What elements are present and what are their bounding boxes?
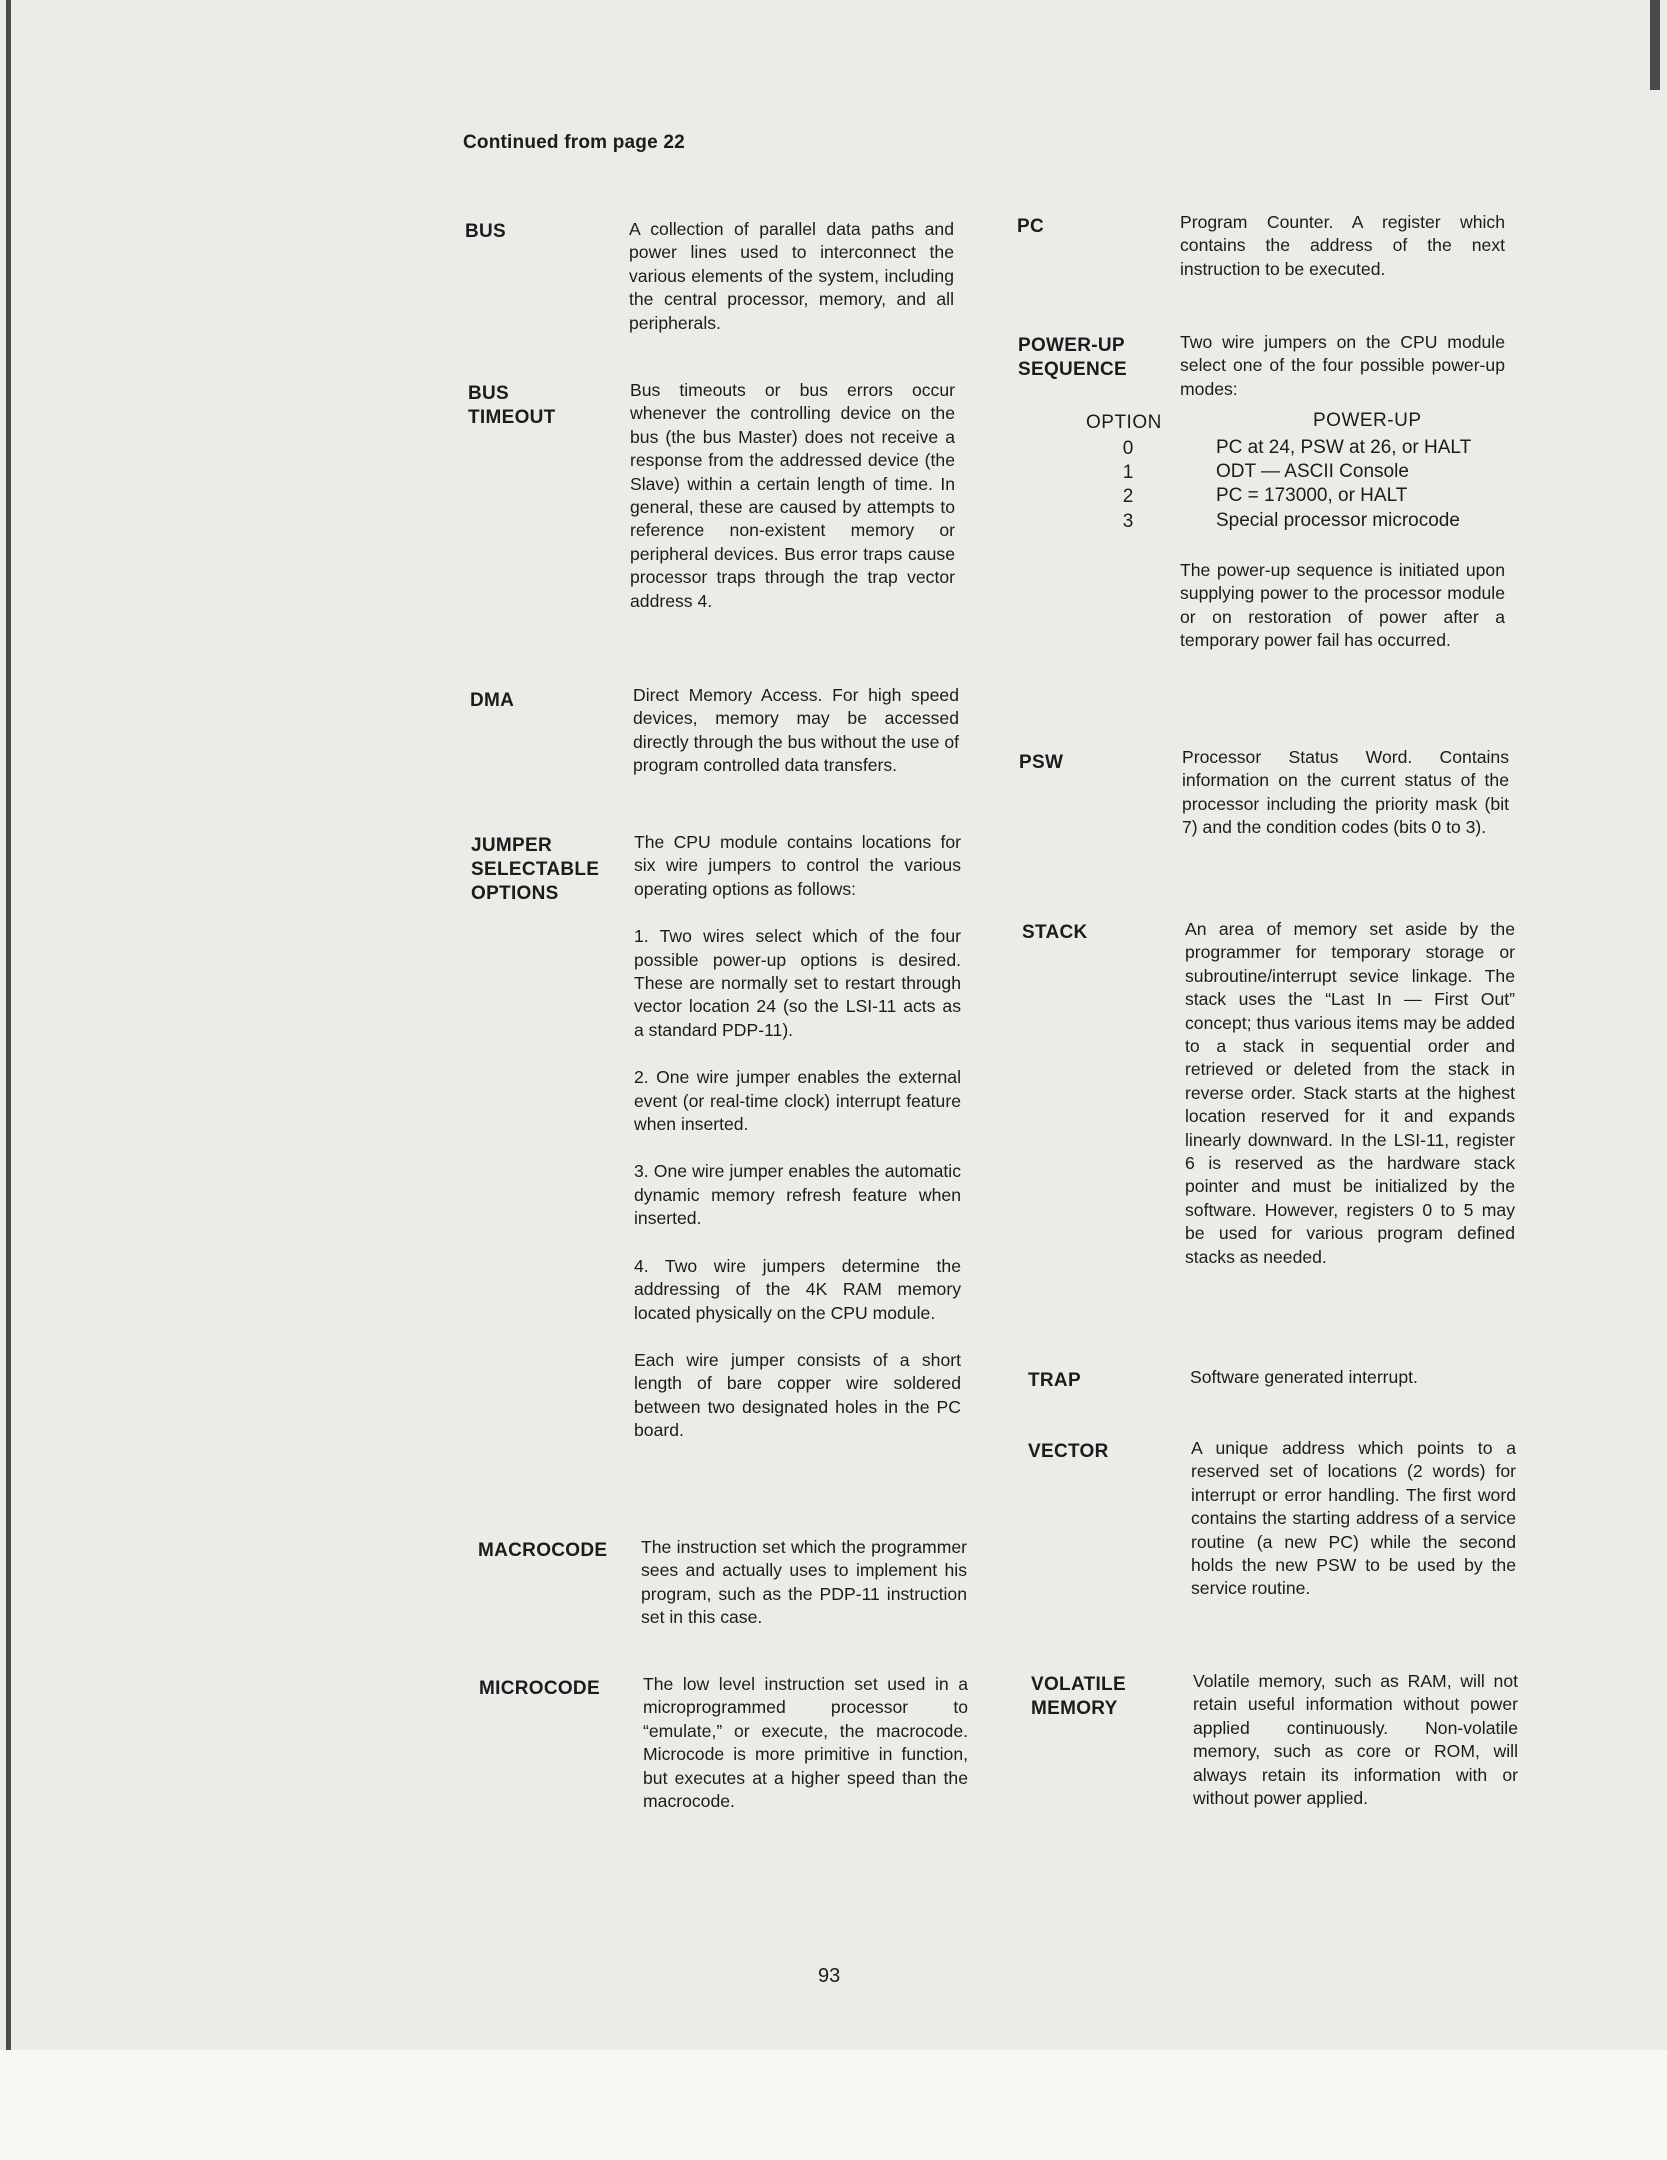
term-jumper-selectable-options: JUMPER SELECTABLE OPTIONS [471, 835, 600, 904]
definition-paragraph: The CPU module contains locations for six wire jumpers to control the various operating options as follows: [634, 832, 961, 899]
power-up-option-number: 3 [1122, 511, 1134, 532]
term-pc: PC [1017, 216, 1044, 237]
power-up-option-number: 0 [1122, 438, 1134, 459]
power-up-option-mode: ODT — ASCII Console [1216, 461, 1409, 482]
definition-jumper-selectable-options [634, 831, 961, 1443]
definition-vector [1191, 1437, 1516, 1601]
term-bus: BUS [465, 221, 507, 242]
definition-pc [1180, 211, 1505, 281]
term-power-up-sequence: POWER-UP SEQUENCE [1018, 335, 1128, 380]
power-up-option-number: 2 [1122, 486, 1134, 507]
power-up-note [1180, 559, 1505, 653]
definition-paragraph: The power-up sequence is initiated upon supplying power to the processor module or on restoration of power after a temporary power fail has occurred. [1180, 560, 1505, 651]
definition-bus [629, 218, 954, 335]
power-up-option-mode: PC = 173000, or HALT [1216, 485, 1408, 506]
definition-power-up-sequence [1180, 331, 1505, 401]
term-macrocode: MACROCODE [478, 1540, 608, 1561]
scan-bottom-margin [0, 2050, 1667, 2160]
definition-paragraph: The low level instruction set used in a microprogrammed processor to “emulate,” or execute, the macrocode. Microcode is more primitive in function, but executes at a higher speed than the macrocode. [643, 1674, 968, 1812]
definition-paragraph: Each wire jumper consists of a short length of bare copper wire soldered between two designated holes in the PC board. [634, 1349, 961, 1441]
definition-paragraph: 1. Two wires select which of the four possible power-up options is desired. These are normally set to restart through vector location 24 (so the LSI-11 acts as a standard PDP-11). [634, 926, 961, 1040]
definition-microcode [643, 1673, 968, 1813]
term-vector: VECTOR [1028, 1441, 1109, 1462]
definition-paragraph: 3. One wire jumper enables the automatic dynamic memory refresh feature when inserted. [634, 1161, 961, 1229]
power-up-table-mode-header: POWER-UP [1313, 410, 1422, 431]
definition-bus-timeout [630, 379, 955, 613]
definition-paragraph: 2. One wire jumper enables the external event (or real-time clock) interrupt feature when inserted. [634, 1067, 961, 1135]
definition-volatile-memory [1193, 1670, 1518, 1810]
definition-paragraph: A collection of parallel data paths and power lines used to interconnect the various elements of the system, including the central processor, memory, and all peripherals. [629, 219, 954, 333]
term-stack: STACK [1022, 922, 1088, 943]
definition-paragraph: The instruction set which the programmer sees and actually uses to implement his program, such as the PDP-11 instruction set in this case. [641, 1537, 967, 1628]
definition-stack [1185, 918, 1515, 1269]
term-trap: TRAP [1028, 1370, 1081, 1391]
power-up-option-mode: PC at 24, PSW at 26, or HALT [1216, 437, 1472, 458]
definition-paragraph: Processor Status Word. Contains information on the current status of the processor including the priority mask (bit 7) and the condition codes (bits 0 to 3). [1182, 747, 1509, 838]
definition-paragraph: A unique address which points to a reserved set of locations (2 words) for interrupt or error handling. The first word contains the starting address of a service routine (a new PC) while the second holds the new PSW to be used by the service routine. [1191, 1438, 1516, 1599]
definition-trap [1190, 1366, 1515, 1389]
definition-psw [1182, 746, 1509, 840]
definition-paragraph: Software generated interrupt. [1190, 1367, 1418, 1387]
definition-paragraph: Two wire jumpers on the CPU module select one of the four possible power-up modes: [1180, 332, 1505, 399]
power-up-table-option-header: OPTION [1086, 412, 1162, 433]
definition-paragraph: Direct Memory Access. For high speed devices, memory may be accessed directly through the bus without the use of program controlled data transfers. [633, 685, 959, 776]
definition-dma [633, 684, 959, 778]
page-number: 93 [818, 1965, 841, 1987]
binding-edge-left [6, 0, 11, 2050]
definition-paragraph: Volatile memory, such as RAM, will not retain useful information without power applied continuously. Non-volatile memory, such as core or ROM, will always retain its information with or without power applied. [1193, 1671, 1518, 1809]
definition-paragraph: 4. Two wire jumpers determine the addressing of the 4K RAM memory located physically on the CPU module. [634, 1255, 961, 1323]
power-up-option-mode: Special processor microcode [1216, 510, 1460, 531]
term-psw: PSW [1019, 752, 1064, 773]
definition-macrocode [641, 1536, 967, 1630]
definition-paragraph: Bus timeouts or bus errors occur whenever the controlling device on the bus (the bus Master) does not receive a response from the addressed device (the Slave) within a certain length of time. In general, these are caused by attempts to reference non-existent memory or peripheral devices. Bus error traps cause processor traps through the trap vector address 4. [630, 380, 955, 611]
definition-paragraph: An area of memory set aside by the programmer for temporary storage or subroutine/interrupt sevice linkage. The stack uses the “Last In — First Out” concept; thus various items may be added to a stack in sequential order and retrieved or deleted from the stack in reverse order. Stack starts at the highest location reserved for it and expands linearly downward. In the LSI-11, register 6 is reserved as the hardware stack pointer and must be initialized by the software. However, registers 0 to 5 may be used for various program defined stacks as needed. [1185, 919, 1515, 1267]
term-bus-timeout: BUS TIMEOUT [468, 383, 556, 428]
power-up-option-number: 1 [1122, 462, 1134, 483]
term-volatile-memory: VOLATILE MEMORY [1031, 1674, 1126, 1719]
binding-edge-right [1650, 0, 1660, 90]
continued-note: Continued from page 22 [463, 132, 685, 153]
term-dma: DMA [470, 690, 515, 711]
term-microcode: MICROCODE [479, 1678, 600, 1699]
definition-paragraph: Program Counter. A register which contains the address of the next instruction to be executed. [1180, 212, 1505, 279]
